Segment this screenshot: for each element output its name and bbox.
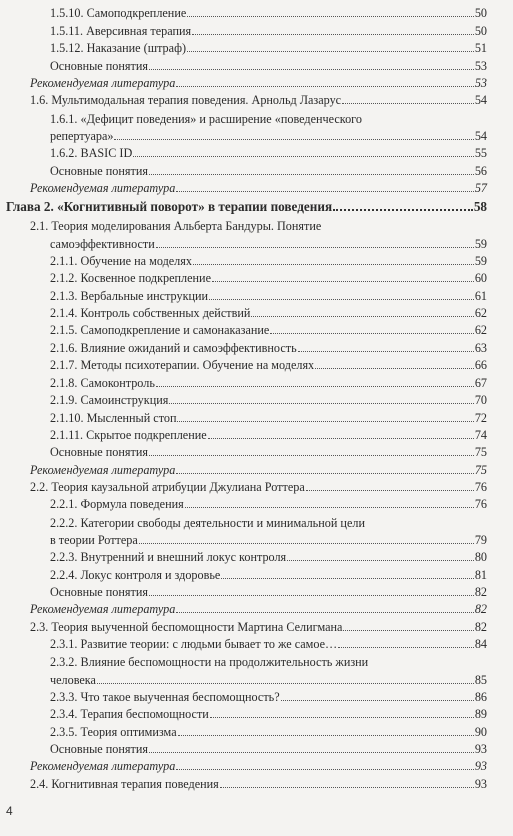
toc-entry-title: 2.2.4. Локус контроля и здоровье [50, 567, 221, 582]
toc-entry-title: 1.5.10. Самоподкрепление [50, 5, 187, 20]
toc-entry-title: 2.2.2. Категории свободы деятельности и минимальной цели [50, 515, 365, 530]
toc-literature-entry [30, 759, 487, 773]
toc-entry [50, 146, 487, 160]
toc-entry [50, 289, 487, 303]
toc-entry [50, 411, 487, 425]
toc-entry-page: 93 [474, 776, 487, 791]
toc-entry [50, 568, 487, 582]
toc-entry-title: 2.1.10. Мысленный стоп [50, 410, 177, 425]
toc-entry-page: 82 [474, 619, 487, 634]
toc-entry-title: 2.3. Теория выученной беспомощности Мартина Селигмана [30, 619, 343, 634]
dot-leader [176, 769, 473, 770]
page-number: 4 [6, 804, 13, 818]
toc-entry-title: 2.1.3. Вербальные инструкции [50, 288, 209, 303]
toc-entry-title: 2.3.4. Терапия беспомощности [50, 707, 209, 722]
dot-leader [193, 264, 474, 265]
dot-leader [149, 174, 474, 175]
dot-leader [210, 717, 474, 718]
dot-leader [306, 490, 474, 491]
dot-leader [156, 247, 474, 248]
toc-entry-page: 54 [474, 93, 487, 108]
toc-entry [50, 497, 487, 511]
dot-leader [178, 735, 474, 736]
dot-leader [221, 578, 473, 579]
dot-leader [192, 34, 474, 35]
toc-entry [50, 376, 487, 390]
toc-entry-page: 93 [474, 759, 487, 774]
toc-entry [30, 620, 487, 634]
toc-entry-title: Основные понятия [50, 445, 148, 460]
dot-leader [343, 630, 473, 631]
toc-entry-title: 2.2.3. Внутренний и внешний локус контроля [50, 550, 287, 565]
toc-entry [50, 673, 487, 687]
toc-entry-title: 2.1.8. Самоконтроль [50, 376, 155, 391]
toc-entry [50, 637, 487, 651]
dot-leader [176, 86, 473, 87]
toc-entry [50, 24, 487, 38]
toc-entry-page: 80 [474, 550, 487, 565]
toc-entry-title: 2.1.2. Косвенное подкрепление [50, 271, 211, 286]
dot-leader [176, 473, 473, 474]
toc-entry-page: 76 [474, 497, 487, 512]
dot-leader [270, 333, 473, 334]
toc-entry [50, 112, 487, 126]
toc-entry-page: 93 [474, 742, 487, 757]
toc-entry-page: 72 [474, 410, 487, 425]
toc-entry [50, 271, 487, 285]
dot-leader [139, 543, 474, 544]
toc-entry [30, 777, 487, 791]
toc-entry-page: 55 [474, 146, 487, 161]
toc-entry-title: Рекомендуемая литература [30, 180, 176, 195]
toc-entry [50, 393, 487, 407]
toc-entry-page: 61 [474, 288, 487, 303]
toc-entry [50, 655, 487, 669]
toc-entry-page: 67 [474, 376, 487, 391]
toc-chapter-heading [6, 200, 487, 214]
dot-leader [212, 281, 474, 282]
toc-entry-title: 2.3.1. Развитие теории: с людьми бывает то же самое… [50, 637, 338, 652]
toc-entry-page: 63 [474, 340, 487, 355]
toc-entry-page: 50 [474, 23, 487, 38]
toc-entry-title: 2.3.2. Влияние беспомощности на продолжительность жизни [50, 655, 369, 670]
toc-entry-title: 1.6.1. «Дефицит поведения» и расширение «поведенческого [50, 111, 362, 126]
dot-leader [149, 595, 474, 596]
dot-leader [220, 787, 474, 788]
dot-leader [176, 612, 473, 613]
toc-entry-title: 2.4. Когнитивная терапия поведения [30, 776, 219, 791]
toc-entry-page: 79 [474, 533, 487, 548]
dot-leader [185, 507, 474, 508]
dot-leader [133, 156, 474, 157]
dot-leader [281, 700, 474, 701]
dot-leader [298, 351, 474, 352]
toc-entry-page: 51 [474, 41, 487, 56]
toc-entry-page: 84 [474, 637, 487, 652]
dot-leader [187, 51, 474, 52]
toc-entry-title: 2.1.11. Скрытое подкрепление [50, 428, 207, 443]
toc-entry-title: 2.1.7. Методы психотерапии. Обучение на моделях [50, 357, 315, 372]
dot-leader [315, 368, 474, 369]
toc-entry [50, 690, 487, 704]
toc-entry-title: 2.1.1. Обучение на моделях [50, 253, 192, 268]
toc-entry [50, 237, 487, 251]
toc-entry-title: 2.1. Теория моделирования Альберта Бандуры. Понятие [30, 219, 322, 234]
dot-leader [176, 191, 473, 192]
toc-entry-page: 82 [474, 602, 487, 617]
toc-entry [50, 742, 487, 756]
toc-entry [50, 725, 487, 739]
toc-entry [50, 550, 487, 564]
dot-leader [287, 560, 474, 561]
toc-entry-page: 70 [474, 393, 487, 408]
toc-entry [50, 323, 487, 337]
dot-leader [149, 69, 474, 70]
toc-entry-page: 89 [474, 707, 487, 722]
dot-leader [342, 103, 474, 104]
dot-leader [208, 438, 474, 439]
toc-entry [50, 585, 487, 599]
toc-entry-title: репертуара» [50, 128, 114, 143]
toc-entry [50, 306, 487, 320]
toc-entry-page: 60 [474, 271, 487, 286]
dot-leader [251, 316, 473, 317]
toc-entry-page: 85 [474, 672, 487, 687]
toc-entry [30, 480, 487, 494]
toc-entry-page: 75 [474, 445, 487, 460]
toc-entry-title: 2.2.1. Формула поведения [50, 497, 184, 512]
dot-leader [209, 299, 474, 300]
toc-entry-title: 1.5.12. Наказание (штраф) [50, 41, 187, 56]
toc-entry-page: 62 [474, 305, 487, 320]
toc-entry-page: 58 [473, 199, 487, 214]
toc-entry-page: 53 [474, 75, 487, 90]
dot-leader [333, 209, 473, 211]
toc-entry [30, 93, 487, 107]
toc-entry-title: 1.6. Мультимодальная терапия поведения. Арнольд Лазарус [30, 93, 342, 108]
toc-entry-page: 86 [474, 690, 487, 705]
toc-literature-entry [30, 181, 487, 195]
dot-leader [149, 455, 474, 456]
toc-entry-title: Основные понятия [50, 742, 148, 757]
toc-literature-entry [30, 463, 487, 477]
toc-entry-page: 75 [474, 462, 487, 477]
toc-entry-page: 57 [474, 180, 487, 195]
toc-entry [50, 41, 487, 55]
dot-leader [114, 139, 473, 140]
toc-entry-page: 76 [474, 480, 487, 495]
toc-entry-page: 81 [474, 567, 487, 582]
toc-entry [50, 428, 487, 442]
toc-entry-page: 66 [474, 357, 487, 372]
toc-entry-page: 82 [474, 585, 487, 600]
toc-entry [50, 358, 487, 372]
dot-leader [149, 752, 474, 753]
toc-entry [50, 516, 487, 530]
toc-entry-title: Рекомендуемая литература [30, 602, 176, 617]
toc-entry [50, 164, 487, 178]
toc-entry [50, 533, 487, 547]
toc-entry-page: 59 [474, 253, 487, 268]
toc-entry-page: 74 [474, 428, 487, 443]
toc-entry-title: Основные понятия [50, 163, 148, 178]
dot-leader [187, 16, 474, 17]
toc-entry-title: 2.3.5. Теория оптимизма [50, 724, 177, 739]
toc-entry-title: человека [50, 672, 96, 687]
toc-entry-title: 1.5.11. Аверсивная терапия [50, 23, 192, 38]
toc-entry [50, 129, 487, 143]
toc-entry-title: 2.1.5. Самоподкрепление и самонаказание [50, 323, 270, 338]
toc-entry-title: Глава 2. «Когнитивный поворот» в терапии поведения [6, 199, 333, 214]
toc-entry-title: 2.2. Теория каузальной атрибуции Джулиана Роттера [30, 480, 305, 495]
toc-entry [50, 6, 487, 20]
toc-entry-title: 2.3.3. Что такое выученная беспомощность? [50, 690, 280, 705]
dot-leader [338, 647, 474, 648]
dot-leader [97, 683, 474, 684]
toc-entry [50, 707, 487, 721]
toc-literature-entry [30, 76, 487, 90]
toc-entry-title: Основные понятия [50, 585, 148, 600]
toc-entry-title: в теории Роттера [50, 533, 138, 548]
toc-entry-title: Рекомендуемая литература [30, 759, 176, 774]
toc-entry [50, 59, 487, 73]
toc-entry [50, 341, 487, 355]
toc-entry-title: самоэффективности [50, 236, 155, 251]
toc-entry [30, 219, 487, 233]
toc-entry-page: 50 [474, 5, 487, 20]
toc-entry-title: 1.6.2. BASIC ID [50, 146, 133, 161]
toc-entry-title: 2.1.6. Влияние ожиданий и самоэффективность [50, 340, 297, 355]
toc-entry-title: 2.1.4. Контроль собственных действий [50, 305, 251, 320]
toc-entry-title: Рекомендуемая литература [30, 462, 176, 477]
dot-leader [156, 386, 474, 387]
toc-entry-page: 53 [474, 58, 487, 73]
toc-entry [50, 254, 487, 268]
dot-leader [169, 403, 473, 404]
toc-entry-page: 56 [474, 163, 487, 178]
toc-entry-title: 2.1.9. Самоинструкция [50, 393, 169, 408]
toc-entry-page: 62 [474, 323, 487, 338]
toc-entry [50, 445, 487, 459]
toc-entry-page: 54 [474, 128, 487, 143]
dot-leader [177, 421, 473, 422]
toc-entry-title: Рекомендуемая литература [30, 75, 176, 90]
toc-entry-page: 59 [474, 236, 487, 251]
toc-entry-page: 90 [474, 724, 487, 739]
toc-literature-entry [30, 602, 487, 616]
toc-entry-title: Основные понятия [50, 58, 148, 73]
